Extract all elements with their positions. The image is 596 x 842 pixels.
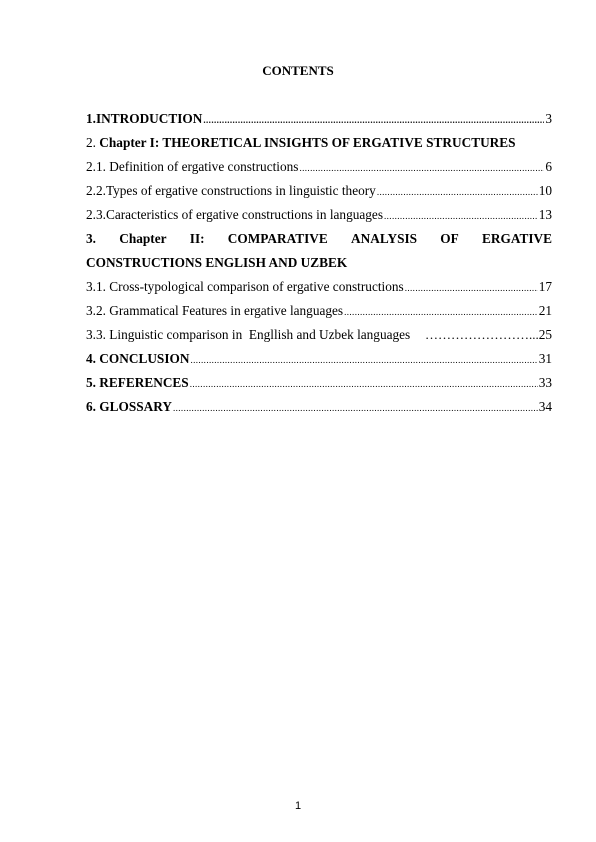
toc-entry-2-1[interactable] [86, 158, 552, 182]
toc-entry-page: 21 [538, 303, 552, 318]
toc-entry-title: 5. REFERENCES [86, 375, 189, 390]
toc-entry-title: 2.1. Definition of ergative constructions [86, 159, 299, 174]
toc-entry-page: 33 [538, 375, 552, 390]
toc-entry-title: 6. GLOSSARY [86, 399, 172, 414]
dot-leader [190, 351, 537, 369]
toc-entry-2-2[interactable] [86, 182, 552, 206]
toc-heading-word: ANALYSIS [351, 231, 418, 246]
toc-entry-title: 2.3.Caracteristics of ergative constructions in languages [86, 207, 383, 222]
toc-heading-word: 3. [86, 231, 96, 246]
toc-entry-page: 13 [538, 207, 552, 222]
toc-entry-chapter-2-continuation: CONSTRUCTIONS ENGLISH AND UZBEK [86, 255, 348, 270]
toc-heading-word: ERGATIVE [482, 231, 552, 246]
dot-leader: ……………………... [424, 327, 539, 342]
table-of-contents [86, 110, 552, 422]
toc-entry-title: 3.2. Grammatical Features in ergative languages [86, 303, 344, 318]
toc-entry-page: 6 [545, 159, 552, 174]
toc-entry-page: 3 [545, 111, 552, 126]
toc-heading-word: COMPARATIVE [227, 231, 328, 246]
toc-entry-title: Chapter I: THEORETICAL INSIGHTS OF ERGATIVE STRUCTURES [99, 135, 516, 150]
toc-entry-3-1[interactable] [86, 278, 552, 302]
toc-entry-3-3[interactable] [86, 326, 552, 350]
toc-entry-conclusion[interactable] [86, 350, 552, 374]
toc-entry-title: 1.INTRODUCTION [86, 111, 203, 126]
toc-entry-2-3[interactable] [86, 206, 552, 230]
dot-leader [384, 207, 538, 225]
toc-entry-title: 4. CONCLUSION [86, 351, 190, 366]
toc-entry-page: 10 [538, 183, 552, 198]
toc-entry-chapter-2[interactable] [86, 230, 552, 254]
toc-entry-title: 2.2.Types of ergative constructions in linguistic theory [86, 183, 376, 198]
page-number: 1 [294, 800, 302, 812]
toc-entry-page: 17 [538, 279, 552, 294]
toc-entry-number: 2. [86, 135, 100, 150]
toc-heading-word: Chapter [119, 231, 167, 246]
dot-leader [173, 399, 538, 417]
toc-entry-references[interactable] [86, 374, 552, 398]
toc-entry-introduction[interactable] [86, 110, 552, 134]
toc-entry-page: 34 [538, 399, 552, 414]
dot-leader [190, 375, 538, 393]
toc-heading-word: II: [189, 231, 205, 246]
toc-heading-word: OF [440, 231, 459, 246]
toc-entry-title: 3.1. Cross-typological comparison of ergative constructions [86, 279, 404, 294]
toc-entry-title: 3.3. Linguistic comparison in Engllish and Uzbek languages [86, 327, 414, 342]
dot-leader [203, 111, 544, 129]
dot-leader [377, 183, 538, 201]
dot-leader [299, 159, 544, 177]
toc-entry-page: 31 [538, 351, 552, 366]
dot-leader [344, 303, 538, 321]
toc-entry-page: 25 [538, 327, 552, 342]
dot-leader [405, 279, 538, 297]
toc-entry-3-2[interactable] [86, 302, 552, 326]
page-title: CONTENTS [262, 63, 334, 78]
toc-entry-glossary[interactable] [86, 398, 552, 422]
toc-entry-chapter-1[interactable] [86, 134, 552, 158]
